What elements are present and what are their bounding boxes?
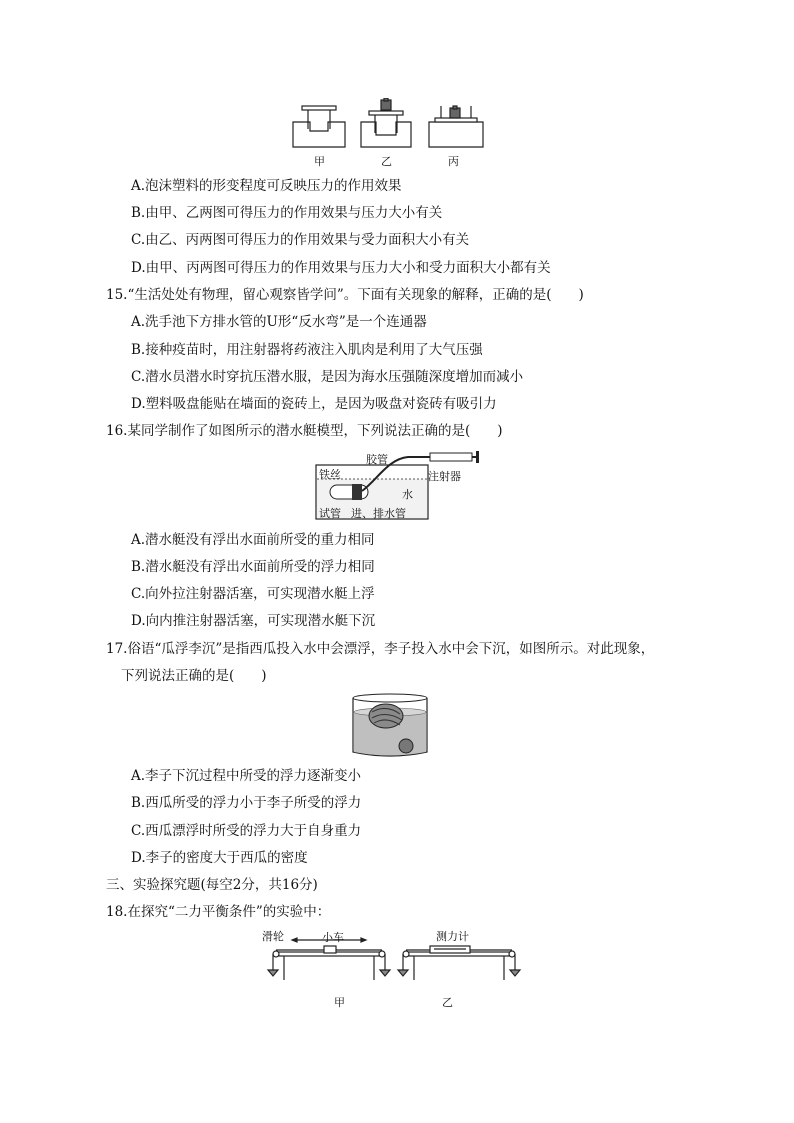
q18-label-meter: 测力计 <box>436 930 469 943</box>
q17-option-d: D.李子的密度大于西瓜的密度 <box>131 850 308 866</box>
q16-stem: 16.某同学制作了如图所示的潜水艇模型，下列说法正确的是( ) <box>106 423 503 439</box>
q16-label-tube: 试管 <box>319 507 341 520</box>
q16-option-a: A.潜水艇没有浮出水面前所受的重力相同 <box>131 532 375 548</box>
q18-fig-yi <box>398 946 520 980</box>
q15-option-d: D.塑料吸盘能贴在墙面的瓷砖上，是因为吸盘对瓷砖有吸引力 <box>131 396 497 412</box>
q16-option-b: B.潜水艇没有浮出水面前所受的浮力相同 <box>131 559 375 575</box>
q14-option-c: C.由乙、丙两图可得压力的作用效果与受力面积大小有关 <box>131 232 470 248</box>
q14-label-jia: 甲 <box>314 155 325 168</box>
section3-title: 三、实验探究题(每空2分，共16分) <box>106 877 318 893</box>
q14-label-bing: 丙 <box>448 155 459 168</box>
q16-label-wire: 铁丝 <box>319 468 341 481</box>
q15-option-a: A.洗手池下方排水管的U形“反水弯”是一个连通器 <box>131 314 427 330</box>
q17-option-c: C.西瓜漂浮时所受的浮力大于自身重力 <box>131 823 362 839</box>
watermelon-icon <box>369 704 403 728</box>
q18-label-jia: 甲 <box>334 996 345 1009</box>
q16-label-hose: 胶管 <box>366 453 388 466</box>
q14-label-yi: 乙 <box>381 155 392 168</box>
q17-figure <box>350 690 430 760</box>
q18-label-pulley: 滑轮 <box>262 930 284 943</box>
q15-option-c: C.潜水员潜水时穿抗压潜水服，是因为海水压强随深度增加而减小 <box>131 369 524 385</box>
q17-stem-line2: 下列说法正确的是( ) <box>121 668 267 684</box>
q16-label-syringe: 注射器 <box>428 470 461 483</box>
q14-fig-jia <box>293 106 345 147</box>
q17-option-b: B.西瓜所受的浮力小于李子所受的浮力 <box>131 795 362 811</box>
two-force-balance-diagram <box>262 928 524 1010</box>
q14-fig-bing <box>429 106 483 147</box>
q18-label-cart: 小车 <box>322 931 344 944</box>
q15-stem: 15.“生活处处有物理，留心观察皆学问”。下面有关现象的解释，正确的是( ) <box>106 287 584 303</box>
q16-option-d: D.向内推注射器活塞，可实现潜水艇下沉 <box>131 613 376 629</box>
q14-option-d: D.由甲、丙两图可得压力的作用效果与压力大小和受力面积大小都有关 <box>131 260 551 276</box>
q18-figure <box>262 928 524 1010</box>
q17-option-a: A.李子下沉过程中所受的浮力逐渐变小 <box>131 768 362 784</box>
q18-stem: 18.在探究“二力平衡条件”的实验中： <box>106 904 331 920</box>
q16-label-water: 水 <box>402 488 413 501</box>
q14-option-a: A.泡沫塑料的形变程度可反映压力的作用效果 <box>131 178 402 194</box>
q15-option-b: B.接种疫苗时，用注射器将药液注入肌肉是利用了大气压强 <box>131 342 483 358</box>
q14-figure <box>288 98 488 170</box>
watermelon-plum-diagram <box>350 690 430 760</box>
q16-option-c: C.向外拉注射器活塞，可实现潜水艇上浮 <box>131 586 375 602</box>
plum-icon <box>399 739 413 753</box>
q18-label-yi: 乙 <box>442 996 453 1009</box>
q16-label-inlet: 进、排水管 <box>351 507 406 520</box>
q16-figure <box>308 449 480 521</box>
q14-option-b: B.由甲、乙两图可得压力的作用效果与压力大小有关 <box>131 205 443 221</box>
q17-stem-line1: 17.俗语“瓜浮李沉”是指西瓜投入水中会漂浮，李子投入水中会下沉，如图所示。对此现象， <box>106 641 655 657</box>
q14-fig-yi <box>361 98 411 147</box>
